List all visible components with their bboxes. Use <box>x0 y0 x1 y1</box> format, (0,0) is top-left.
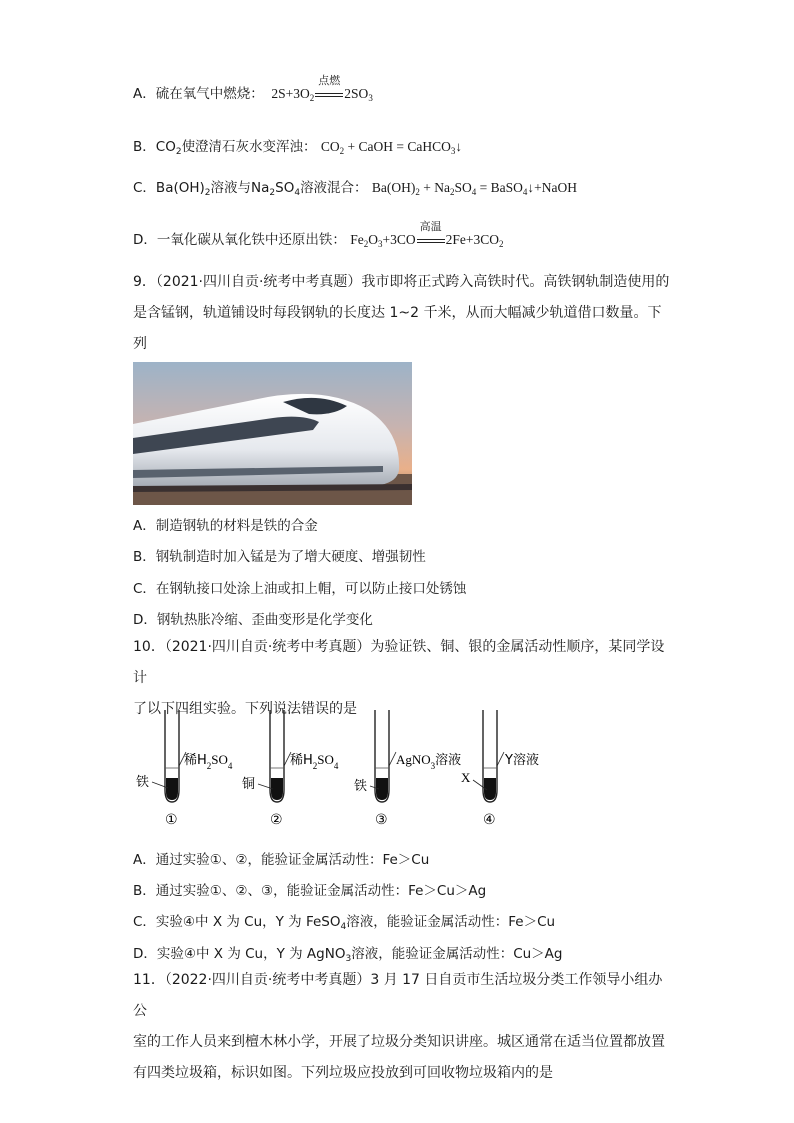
option-8b-label-2: 使澄清石灰水变浑浊： <box>181 139 317 155</box>
question-11-stem <box>133 965 673 1089</box>
equation-8c: $Ba(OH)_2 + Na_2SO_4$ = BaSO$_4$↓+NaOH <box>371 180 577 197</box>
equation-8a: $2S+3O_2$ 点燃 $2SO_3$ <box>268 86 373 101</box>
tube-1-solution: 稀$H_2SO_4$ <box>184 752 233 771</box>
question-10-line-1: 10．（2021·四川自贡·统考中考真题）为验证铁、铜、银的金属活动性顺序，某同学设计 <box>133 639 665 686</box>
tube-1-metal: 铁 <box>136 775 150 790</box>
tube-3-number: ③ <box>375 812 388 828</box>
equation-8d: $Fe_2O_3+3CO$ 高温 $2Fe+3CO_2$ <box>350 232 503 247</box>
condition-high-temp: 高温 <box>419 221 442 233</box>
question-11-line-1: 11．（2022·四川自贡·统考中考真题）3 月 17 日自贡市生活垃圾分类工作领导小组办公 <box>133 972 663 1019</box>
tube-2-solution: 稀$H_2SO_4$ <box>290 752 339 771</box>
option-8c-label-3: SO <box>275 180 295 196</box>
high-speed-train-image <box>133 362 412 505</box>
test-tube-3 <box>354 710 461 828</box>
question-9-line-1: 9．（2021·四川自贡·统考中考真题）我市即将正式跨入高铁时代。高铁钢轨制造使用的 <box>133 274 670 290</box>
tube-2-metal: 铜 <box>242 777 256 792</box>
tube-2-number: ② <box>270 812 283 828</box>
question-9-option-a: A．制造钢轨的材料是铁的合金 <box>133 518 318 534</box>
condition-ignite: 点燃 <box>318 75 341 87</box>
question-10-option-d: D．实验④中 X 为 Cu，Y 为 AgNO$_3$溶液，能验证金属活动性：Cu＞Ag <box>133 946 563 964</box>
question-11-line-2: 室的工作人员来到檀木林小学，开展了垃圾分类知识讲座。城区通常在适当位置都放置 <box>133 1034 665 1050</box>
question-9-option-c: C．在钢轨接口处涂上油或扣上帽，可以防止接口处锈蚀 <box>133 581 467 597</box>
option-8b: B．$CO_2$使澄清石灰水变浑浊： $CO_2$ + CaOH = CaHCO$_3$↓ <box>133 139 463 157</box>
option-8b-label: B．CO <box>133 139 176 155</box>
tube-3-solution: AgNO$_3$溶液 <box>396 752 462 771</box>
equation-8b-part1: CO <box>320 139 340 154</box>
tube-1-number: ① <box>165 812 178 828</box>
option-8c: C．$Ba(OH)_2$溶液与$Na_2SO_4$溶液混合： $Ba(OH)_2 + Na_2SO_4$ = BaSO$_4$↓+NaOH <box>133 180 577 198</box>
option-8a-label: A．硫在氧气中燃烧： <box>133 86 264 102</box>
tube-4-metal: X <box>461 770 471 785</box>
question-10-option-b: B．通过实验①、②、③，能验证金属活动性：Fe＞Cu＞Ag <box>133 883 487 899</box>
question-9-line-2: 是含锰钢，轨道铺设时每段钢轨的长度达 1~2 千米，从而大幅减少轨道借口数量。下列 <box>133 305 662 352</box>
test-tube-diagram <box>130 708 570 830</box>
equation-8b-part2: + CaOH = CaHCO <box>344 139 451 154</box>
option-8d <box>133 221 504 249</box>
tube-3-metal: 铁 <box>354 779 368 794</box>
option-8c-label-2: 溶液与Na <box>210 180 270 196</box>
option-8d-label: D．一氧化碳从氧化铁中还原出铁： <box>133 232 346 248</box>
question-10-option-c-pre: C．实验④中 X 为 Cu，Y 为 FeSO <box>133 914 341 930</box>
test-tube-4 <box>461 710 539 828</box>
test-tube-2 <box>242 710 339 828</box>
question-10-line-2: 了以下四组实验。下列说法错误的是 <box>133 701 357 717</box>
option-8c-label-4: 溶液混合： <box>300 180 368 196</box>
question-10-option-c-post: 溶液，能验证金属活动性：Fe＞Cu <box>346 914 556 930</box>
question-9-option-b: B．钢轨制造时加入锰是为了增大硬度、增强韧性 <box>133 549 426 565</box>
test-tube-1 <box>136 710 233 828</box>
option-8c-label: C．Ba(OH) <box>133 180 205 196</box>
tube-4-solution: Y溶液 <box>505 753 539 768</box>
question-10-option-d-pre: D．实验④中 X 为 Cu，Y 为 AgNO <box>133 946 346 962</box>
question-10-option-c: C．实验④中 X 为 Cu，Y 为 FeSO$_4$溶液，能验证金属活动性：Fe＞Cu <box>133 914 556 932</box>
question-9-option-d: D．钢轨热胀冷缩、歪曲变形是化学变化 <box>133 612 373 628</box>
option-8a <box>133 75 373 103</box>
question-10-option-a: A．通过实验①、②，能验证金属活动性：Fe＞Cu <box>133 852 430 868</box>
question-11-line-3: 有四类垃圾箱，标识如图。下列垃圾应投放到可回收物垃圾箱内的是 <box>133 1065 553 1081</box>
question-10-option-d-post: 溶液，能验证金属活动性：Cu＞Ag <box>351 946 563 962</box>
equation-8b: $CO_2$ + CaOH = CaHCO$_3$↓ <box>320 139 463 156</box>
tube-4-number: ④ <box>483 812 496 828</box>
